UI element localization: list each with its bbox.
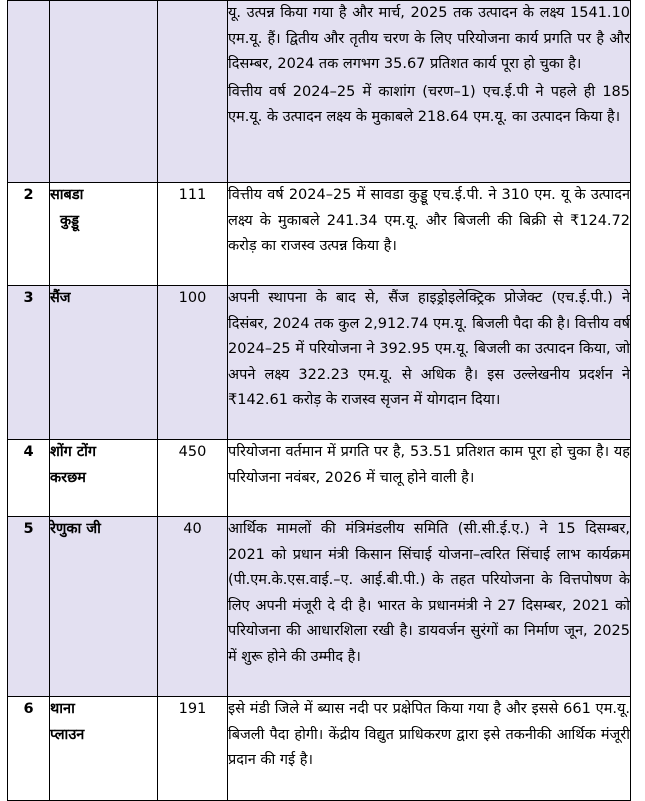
projects-table <box>7 0 631 801</box>
description-cell <box>228 183 631 286</box>
project-name-cell <box>50 1 158 183</box>
capacity-cell: 450 <box>158 440 228 517</box>
table-row <box>8 517 631 697</box>
project-name-cell <box>50 697 158 801</box>
project-name-line: थाना <box>50 701 75 717</box>
project-name-line: शोंग टोंग <box>50 444 97 460</box>
table-row <box>8 440 631 517</box>
table-row <box>8 1 631 183</box>
description-paragraph: परियोजना वर्तमान में प्रगति पर है, 53.51 प्रतिशत काम पूरा हो चुका है। यह परियोजना नवंबर, 2026 में चालू होने वाली है। <box>228 444 630 486</box>
project-name-cell <box>50 183 158 286</box>
capacity-cell: 111 <box>158 183 228 286</box>
description-cell <box>228 697 631 801</box>
description-paragraph: वित्तीय वर्ष 2024–25 में काशांग (चरण–1) एच.ई.पी ने पहले ही 185 एम.यू. के उत्पादन लक्ष्य के मुकाबले 218.64 एम.यू. का उत्पादन किया है। <box>228 83 630 125</box>
serial-number-cell: 2 <box>8 183 50 286</box>
table-row <box>8 697 631 801</box>
table-row <box>8 183 631 286</box>
project-name-cell <box>50 440 158 517</box>
capacity-cell <box>158 1 228 183</box>
project-name-line: कुड्डू <box>60 212 79 229</box>
project-name-line: रेणुका जी <box>50 521 101 537</box>
serial-number-cell <box>8 1 50 183</box>
description-paragraph: अपनी स्थापना के बाद से, सैंज हाइड्रोइलेक्ट्रिक प्रोजेक्ट (एच.ई.पी.) ने दिसंबर, 2024 तक कुल 2,912.74 एम.यू. बिजली पैदा की है। वित्तीय वर्ष 2024–25 में परियोजना ने 392.95 एम.यू. बिजली का उत्पादन किया, जो अपने लक्ष्य 322.23 एम.यू. से अधिक है। इस उल्लेखनीय प्रदर्शन ने ₹142.61 करोड़ के राजस्व सृजन में योगदान दिया। <box>228 290 630 408</box>
project-name-line: प्लाउन <box>50 726 85 743</box>
description-paragraph: आर्थिक मामलों की मंत्रिमंडलीय समिति (सी.सी.ई.ए.) ने 15 दिसम्बर, 2021 को प्रधान मंत्री किसान सिंचाई योजना–त्वरित सिंचाई लाभ कार्यक्रम (पी.एम.के.एस.वाई.–ए. आई.बी.पी.) के तहत परियोजना के वित्तपोषण के लिए अपनी मंजूरी दे दी है। भारत के प्रधानमंत्री ने 27 दिसम्बर, 2021 को परियोजना की आधारशिला रखी है। डायवर्जन सुरंगों का निर्माण जून, 2025 में शुरू होने की उम्मीद है। <box>228 521 630 665</box>
description-cell <box>228 440 631 517</box>
project-name-line: सैंज <box>50 290 71 306</box>
capacity-cell: 100 <box>158 286 228 440</box>
description-cell <box>228 517 631 697</box>
serial-number-cell: 5 <box>8 517 50 697</box>
description-paragraph: यू. उत्पन्न किया गया है और मार्च, 2025 तक उत्पादन के लक्ष्य 1541.10 एम.यू. हैं। द्वितीय और तृतीय चरण के लिए परियोजना कार्य प्रगति पर है और दिसम्बर, 2024 तक लगभग 35.67 प्रतिशत कार्य पूरा हो चुका है। <box>228 5 630 72</box>
serial-number-cell: 6 <box>8 697 50 801</box>
table-row <box>8 286 631 440</box>
description-cell <box>228 1 631 183</box>
project-name-line: साबडा <box>50 187 84 203</box>
serial-number-cell: 3 <box>8 286 50 440</box>
capacity-cell: 40 <box>158 517 228 697</box>
description-paragraph: इसे मंडी जिले में ब्यास नदी पर प्रक्षेपित किया गया है और इससे 661 एम.यू. बिजली पैदा होगी। केंद्रीय विद्युत प्राधिकरण द्वारा इसे तकनीकी आर्थिक मंजूरी प्रदान की गई है। <box>228 701 630 768</box>
serial-number-cell: 4 <box>8 440 50 517</box>
description-cell <box>228 286 631 440</box>
description-paragraph: वित्तीय वर्ष 2024–25 में सावडा कुड्डू एच.ई.पी. ने 310 एम. यू के उत्पादन लक्ष्य के मुकाबले 241.34 एम.यू. और बिजली की बिक्री से ₹124.72 करोड़ का राजस्व उत्पन्न किया है। <box>228 187 630 254</box>
project-name-cell <box>50 517 158 697</box>
capacity-cell: 191 <box>158 697 228 801</box>
project-name-line: करछम <box>50 469 86 486</box>
project-name-cell <box>50 286 158 440</box>
